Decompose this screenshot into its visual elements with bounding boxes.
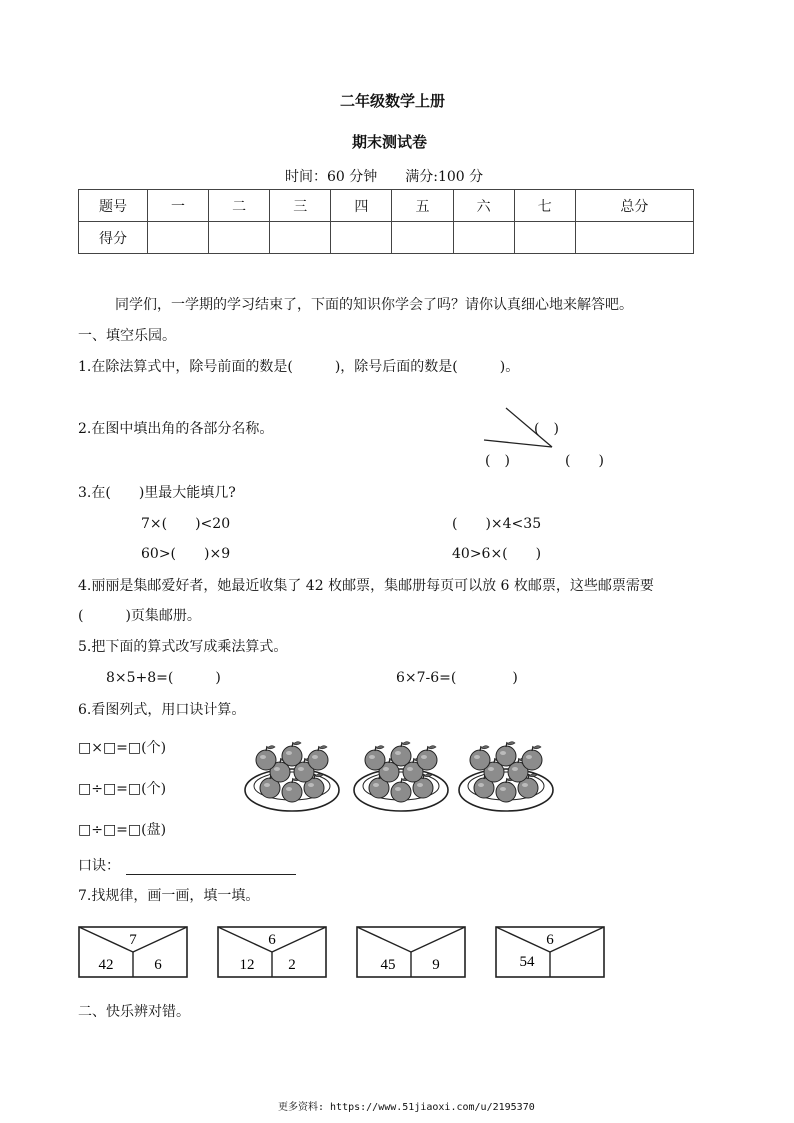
question-7: 7.找规律，画一画，填一填。 — [78, 888, 260, 904]
question-3: 3.在( )里最大能填几? — [78, 485, 236, 501]
pattern-card — [356, 926, 466, 978]
apple-plate-3 — [456, 738, 556, 816]
question-3-item: ( )×4<35 — [452, 516, 542, 532]
score-table-header-row — [79, 190, 694, 222]
question-1: 1.在除法算式中，除号前面的数是( )，除号后面的数是( )。 — [78, 359, 520, 375]
card-right-number: 6 — [154, 957, 162, 973]
table-cell: 二 — [209, 190, 270, 222]
table-cell: 四 — [331, 190, 392, 222]
time-info: 时间：60 分钟 满分:100 分 — [285, 169, 484, 185]
score-input-cell[interactable] — [270, 222, 331, 254]
score-table-score-row — [79, 222, 694, 254]
pattern-card — [78, 926, 188, 978]
table-cell: 总分 — [575, 190, 693, 222]
card-top-number: 6 — [268, 932, 276, 948]
section-2-heading: 二、快乐辨对错。 — [78, 1004, 190, 1020]
card-left-number: 45 — [380, 957, 396, 973]
question-6-equation: □×□=□(个) — [78, 740, 167, 756]
angle-ray-lower — [484, 440, 552, 447]
table-cell: 三 — [270, 190, 331, 222]
question-3-item: 60>( )×9 — [141, 546, 231, 562]
question-4-line-1: 4.丽丽是集邮爱好者，她最近收集了 42 枚邮票，集邮册每页可以放 6 枚邮票，这些邮票需要 — [78, 578, 654, 594]
question-6: 6.看图列式，用口诀计算。 — [78, 702, 246, 718]
question-3-item: 40>6×( ) — [452, 546, 542, 562]
score-input-cell[interactable] — [148, 222, 209, 254]
page-title: 二年级数学上册 — [340, 92, 446, 110]
section-1-heading: 一、填空乐园。 — [78, 328, 176, 344]
pattern-card — [217, 926, 327, 978]
table-cell: 六 — [453, 190, 514, 222]
score-input-cell[interactable] — [209, 222, 270, 254]
intro-text: 同学们，一学期的学习结束了，下面的知识你学会了吗？请你认真细心地来解答吧。 — [115, 297, 633, 313]
koujue-answer-line[interactable] — [126, 860, 296, 875]
question-5-item: 6×7-6=( ) — [396, 670, 518, 686]
table-cell: 一 — [148, 190, 209, 222]
angle-label-side: ( ) — [534, 421, 559, 437]
angle-label-vertex: ( ) — [485, 453, 510, 469]
page-subtitle: 期末测试卷 — [352, 133, 428, 151]
card-left-number: 54 — [519, 954, 535, 970]
score-input-cell[interactable] — [514, 222, 575, 254]
card-right-number: 2 — [288, 957, 296, 973]
angle-label-side-2: ( ) — [565, 453, 604, 469]
apple-plate-2 — [351, 738, 451, 816]
footer-link[interactable]: 更多资料: https://www.51jiaoxi.com/u/2195370 — [278, 1102, 535, 1113]
score-table — [78, 189, 694, 254]
question-2: 2.在图中填出角的各部分名称。 — [78, 421, 274, 437]
score-input-cell[interactable] — [392, 222, 453, 254]
question-6-equation: □÷□=□(盘) — [78, 822, 167, 838]
table-cell: 五 — [392, 190, 453, 222]
apple-plate-1 — [242, 738, 342, 816]
koujue-row — [78, 855, 296, 875]
score-input-cell[interactable] — [575, 222, 693, 254]
score-input-cell[interactable] — [453, 222, 514, 254]
card-left-number: 12 — [239, 957, 255, 973]
table-cell: 题号 — [79, 190, 148, 222]
question-5: 5.把下面的算式改写成乘法算式。 — [78, 639, 288, 655]
card-top-number: 6 — [546, 932, 554, 948]
table-cell: 七 — [514, 190, 575, 222]
question-5-item: 8×5+8=( ) — [106, 670, 221, 686]
pattern-card — [495, 926, 605, 978]
card-left-number: 42 — [98, 957, 114, 973]
question-6-equation: □÷□=□(个) — [78, 781, 167, 797]
question-4-line-2: ( )页集邮册。 — [78, 608, 201, 624]
card-top-number: 7 — [129, 932, 137, 948]
question-3-item: 7×( )<20 — [141, 516, 231, 532]
card-right-number: 9 — [432, 957, 440, 973]
table-cell: 得分 — [79, 222, 148, 254]
koujue-label: 口诀： — [78, 858, 120, 874]
score-input-cell[interactable] — [331, 222, 392, 254]
